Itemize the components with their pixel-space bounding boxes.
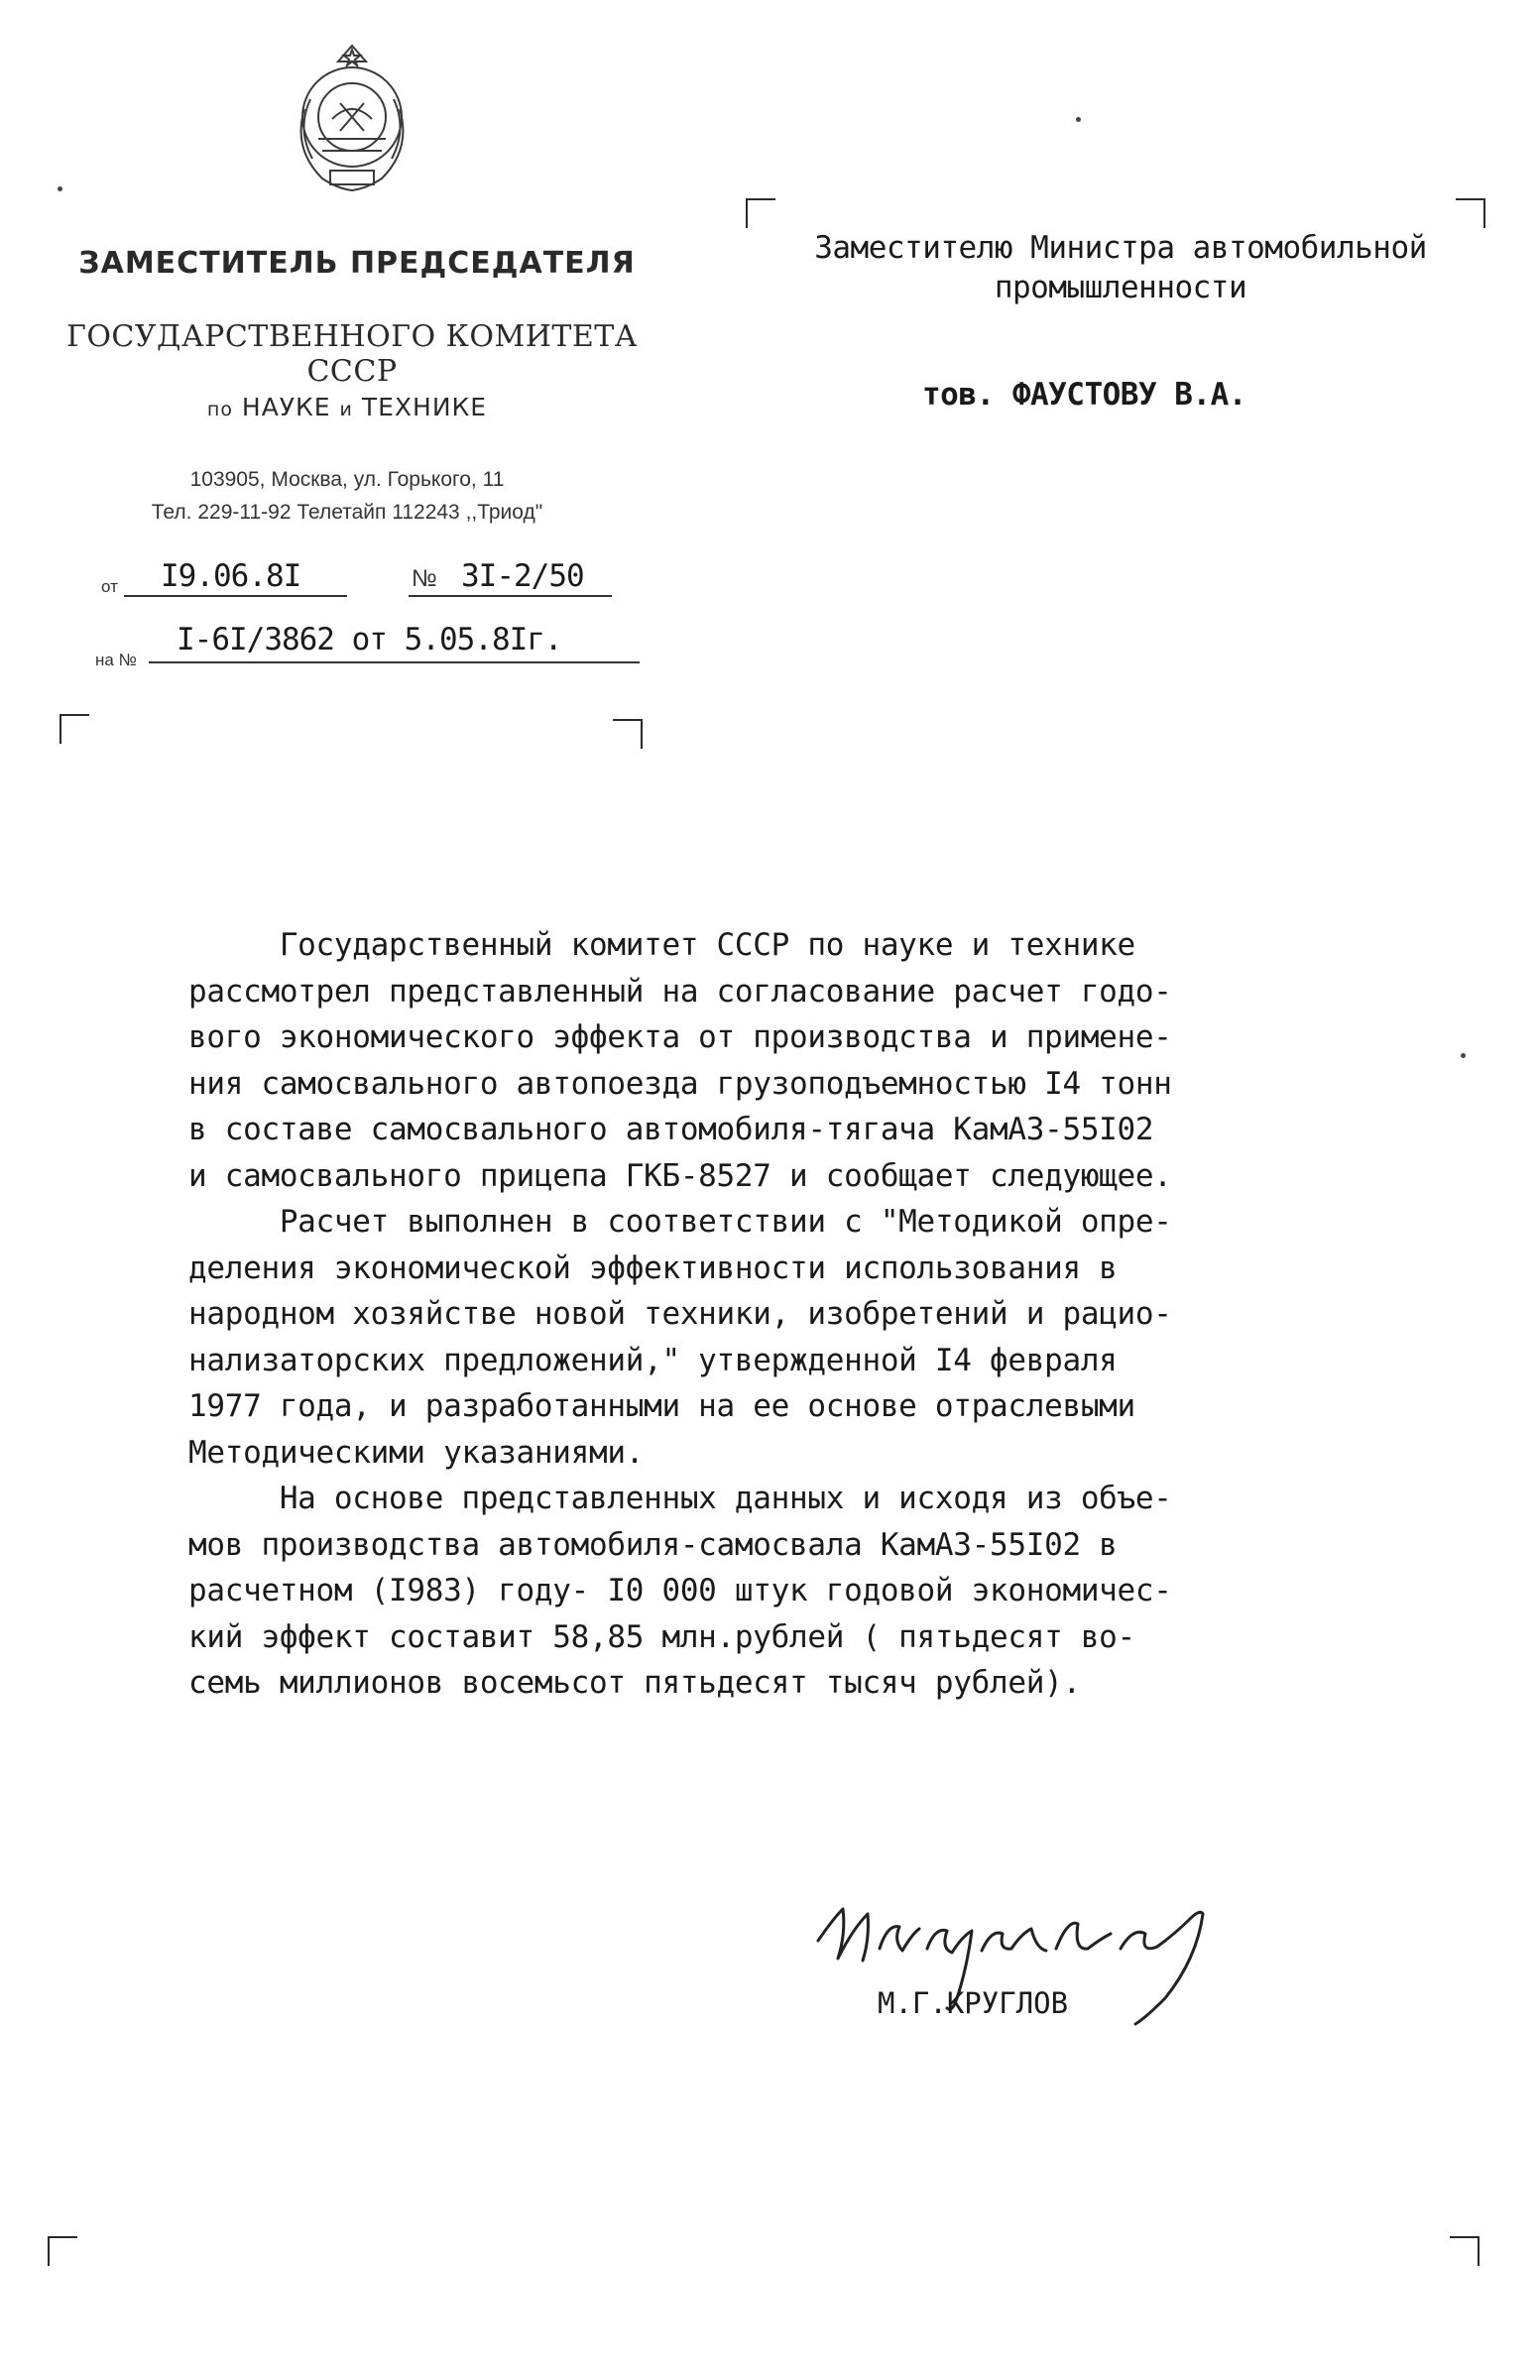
reply-value: I-6I/3862 от 5.05.8Iг.	[177, 622, 562, 657]
body-line: расчетном (I983) году- I0 000 штук годовой экономичес-	[188, 1573, 1172, 1608]
letterhead-title-line2: ГОСУДАРСТВЕННОГО КОМИТЕТА СССР	[65, 319, 639, 389]
letterhead-title-line1: ЗАМЕСТИТЕЛЬ ПРЕДСЕДАТЕЛЯ	[78, 246, 636, 281]
reply-underline	[149, 661, 640, 663]
body-line: и самосвального прицепа ГКБ-8527 и сообщает следующее.	[188, 1157, 1172, 1194]
date-underline	[124, 595, 347, 597]
body-line: На основе представленных данных и исходя из объе-	[188, 1481, 1172, 1516]
addressee-bracket-top-right	[1456, 198, 1485, 228]
reply-label: на №	[95, 651, 137, 669]
body-line: Методическими указаниями.	[188, 1434, 645, 1471]
addressee-position-line2: промышленности	[994, 270, 1247, 305]
body-line: народном хозяйстве новой техники, изобретений и рацио-	[188, 1296, 1172, 1332]
body-line: Государственный комитет СССР по науке и технике	[188, 927, 1135, 963]
title-word-i: и	[339, 399, 353, 420]
corner-bracket-top-left	[59, 714, 89, 744]
date-value: I9.06.8I	[161, 558, 301, 594]
corner-bracket-bottom-left	[48, 2236, 77, 2266]
body-line: 1977 года, и разработанными на ее основе отраслевыми	[188, 1388, 1135, 1424]
corner-bracket-bottom-right	[1450, 2236, 1480, 2266]
body-line: рассмотрел представленный на согласование расчет годо-	[188, 973, 1172, 1010]
body-line: нализаторских предложений," утвержденной I4 февраля	[188, 1342, 1118, 1378]
speck-dot	[58, 186, 62, 191]
addressee-name: тов. ФАУСТОВУ В.А.	[922, 377, 1246, 413]
letterhead-title-line3	[99, 393, 595, 421]
body-line: вого экономического эффекта от производства и примене-	[188, 1019, 1172, 1055]
speck-dot	[1076, 117, 1081, 122]
number-label: №	[412, 565, 437, 592]
letter-body	[188, 922, 1408, 1707]
signatory-name: М.Г.КРУГЛОВ	[878, 1986, 1069, 2020]
number-underline	[409, 595, 612, 597]
ussr-emblem-icon	[283, 40, 421, 198]
title-word-po: по	[206, 399, 233, 420]
date-label: от	[101, 577, 118, 596]
title-word-nauke: НАУКЕ	[241, 393, 331, 421]
body-line: кий эффект составит 58,85 млн.рублей ( пятьдесят во-	[188, 1618, 1135, 1655]
body-line: мов производства автомобиля-самосвала КамАЗ-55I02 в	[188, 1526, 1118, 1563]
letterhead-address: 103905, Москва, ул. Горького, 11	[189, 468, 505, 491]
speck-dot	[1461, 1053, 1466, 1058]
corner-bracket-top-right	[613, 719, 643, 749]
body-line: Расчет выполнен в соответствии с "Методикой опре-	[188, 1204, 1172, 1240]
body-line: ния самосвального автопоезда грузоподъемностью I4 тонн	[188, 1065, 1172, 1102]
addressee-position-line1: Заместителю Министра автомобильной	[814, 230, 1427, 266]
letterhead-phone: Тел. 229-11-92 Телетайп 112243 ,,Триод"	[151, 501, 543, 524]
body-line: деления экономической эффективности использования в	[188, 1250, 1118, 1286]
body-line: семь миллионов восемьсот пятьдесят тысяч рублей).	[188, 1665, 1081, 1701]
title-word-tekhnike: ТЕХНИКЕ	[361, 393, 488, 421]
body-line: в составе самосвального автомобиля-тягача КамАЗ-55I02	[188, 1112, 1154, 1147]
addressee-bracket-top-left	[746, 198, 775, 228]
number-value: 3I-2/50	[461, 558, 584, 594]
